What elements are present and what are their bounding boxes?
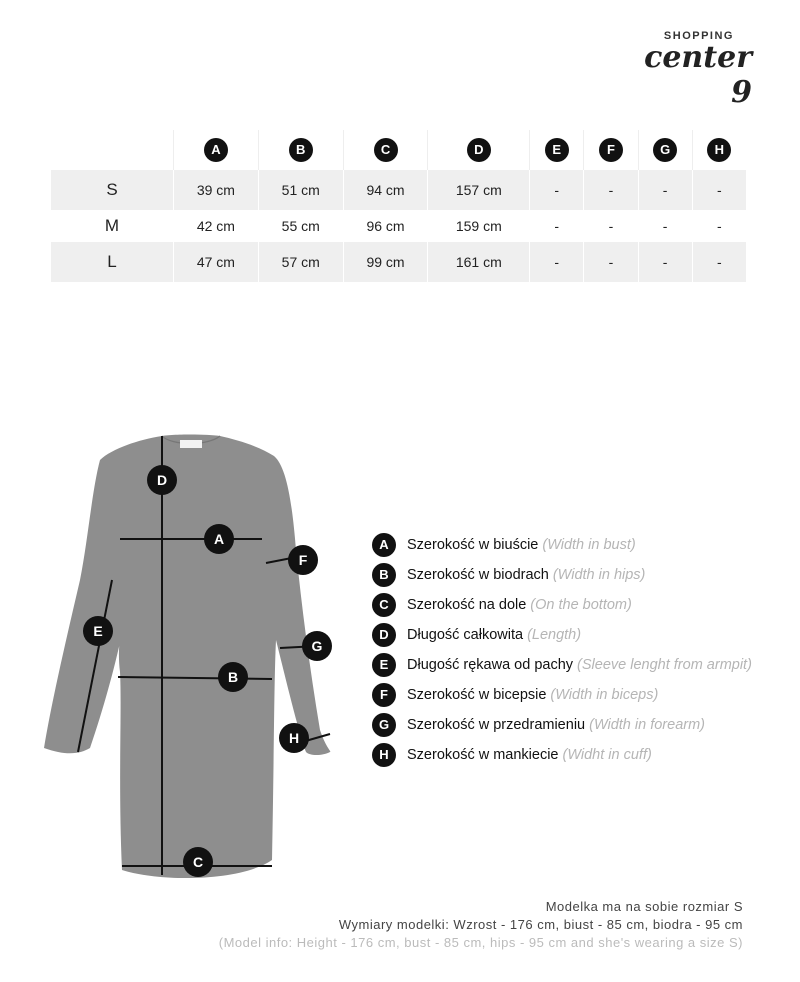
legend-label-pl: Szerokość w biuście [407, 537, 539, 553]
table-cell: 157 cm [427, 170, 529, 210]
legend-marker: C [372, 593, 396, 617]
marker-g-label: G [311, 638, 323, 654]
legend-item-g [372, 710, 792, 740]
table-cell: - [638, 210, 692, 242]
table-cell: - [692, 242, 746, 282]
legend-marker: F [372, 683, 396, 707]
legend-label-pl: Szerokość w mankiecie [407, 747, 559, 763]
marker-f [288, 545, 318, 575]
legend-marker: E [372, 653, 396, 677]
brand-logo[interactable] [622, 30, 752, 110]
table-cell: - [692, 170, 746, 210]
model-info [219, 898, 743, 952]
collar-tag [180, 440, 202, 448]
marker-b [218, 662, 248, 692]
size-label: S [50, 170, 173, 210]
legend-label-pl: Szerokość w przedramieniu [407, 717, 586, 733]
model-measurements-en: (Model info: Height - 176 cm, bust - 85 cm, hips - 95 cm and she's wearing a size S) [218, 935, 743, 950]
marker-d [147, 465, 177, 495]
table-cell: - [583, 210, 637, 242]
marker-d-label: D [156, 472, 168, 488]
marker-g [302, 631, 332, 661]
legend-item-h [372, 740, 792, 770]
size-label: L [50, 242, 173, 282]
legend-item-f [372, 680, 792, 710]
model-measurements-pl: Wymiary modelki: Wzrost - 176 cm, biust - 85 cm, biodra - 95 cm [338, 917, 743, 932]
column-marker-f: F [599, 138, 623, 162]
legend-label-en: (Length) [527, 627, 582, 643]
table-cell: 47 cm [173, 242, 258, 282]
legend-item-b [372, 560, 792, 590]
legend-label-en: (Width in bust) [542, 537, 636, 553]
legend-marker: B [372, 563, 396, 587]
legend-label-en: (Width in biceps) [550, 687, 659, 703]
size-table [50, 130, 746, 282]
table-cell: 96 cm [343, 210, 428, 242]
legend-item-a [372, 530, 792, 560]
marker-f-label: F [298, 552, 308, 568]
table-cell: 51 cm [258, 170, 343, 210]
column-marker-b: B [289, 138, 313, 162]
legend-item-e [372, 650, 792, 680]
marker-e [83, 616, 113, 646]
legend-label-en: (Widht in cuff) [562, 747, 652, 763]
table-cell: - [529, 242, 583, 282]
legend-marker: D [372, 623, 396, 647]
table-cell: 94 cm [343, 170, 428, 210]
table-row-l [50, 242, 746, 282]
column-marker-d: D [467, 138, 491, 162]
legend-label-en: (Sleeve lenght from armpit) [577, 657, 752, 673]
size-label: M [50, 210, 173, 242]
table-cell: - [583, 242, 637, 282]
table-cell: - [638, 170, 692, 210]
table-cell: 161 cm [427, 242, 529, 282]
legend-label-en: (Width in hips) [552, 567, 646, 583]
legend-label-pl: Szerokość na dole [407, 597, 527, 613]
measurement-legend [372, 530, 792, 770]
legend-label-pl: Długość całkowita [407, 627, 524, 643]
column-marker-g: G [653, 138, 677, 162]
column-marker-a: A [204, 138, 228, 162]
table-header-row [50, 130, 746, 170]
legend-item-c [372, 590, 792, 620]
logo-main-text: center 9 [644, 40, 752, 110]
table-row-m [50, 210, 746, 242]
table-cell: - [583, 170, 637, 210]
marker-a-label: A [213, 531, 225, 547]
dress-measurement-diagram [40, 430, 340, 890]
marker-c [183, 847, 213, 877]
marker-b-label: B [227, 669, 239, 685]
marker-a [204, 524, 234, 554]
legend-label-pl: Szerokość w biodrach [407, 567, 549, 583]
legend-marker: H [372, 743, 396, 767]
legend-marker: A [372, 533, 396, 557]
legend-label-pl: Długość rękawa od pachy [407, 657, 574, 673]
column-marker-e: E [545, 138, 569, 162]
legend-marker: G [372, 713, 396, 737]
table-cell: 99 cm [343, 242, 428, 282]
marker-c-label: C [192, 854, 204, 870]
table-cell: - [529, 170, 583, 210]
marker-h-label: H [288, 730, 300, 746]
legend-label-pl: Szerokość w bicepsie [407, 687, 547, 703]
marker-h [279, 723, 309, 753]
table-cell: 39 cm [173, 170, 258, 210]
table-cell: - [692, 210, 746, 242]
logo-small-text: SHOPPING [663, 30, 734, 42]
table-cell: 42 cm [173, 210, 258, 242]
size-column-header [50, 130, 173, 170]
column-marker-h: H [707, 138, 731, 162]
table-cell: 57 cm [258, 242, 343, 282]
table-cell: - [638, 242, 692, 282]
legend-label-en: (On the bottom) [530, 597, 632, 613]
legend-item-d [372, 620, 792, 650]
table-row-s [50, 170, 746, 210]
legend-label-en: (Width in forearm) [589, 717, 706, 733]
marker-e-label: E [93, 623, 103, 639]
table-cell: - [529, 210, 583, 242]
column-marker-c: C [374, 138, 398, 162]
model-size-note: Modelka ma na sobie rozmiar S [545, 899, 743, 914]
table-cell: 159 cm [427, 210, 529, 242]
table-cell: 55 cm [258, 210, 343, 242]
dress-silhouette [44, 435, 330, 879]
